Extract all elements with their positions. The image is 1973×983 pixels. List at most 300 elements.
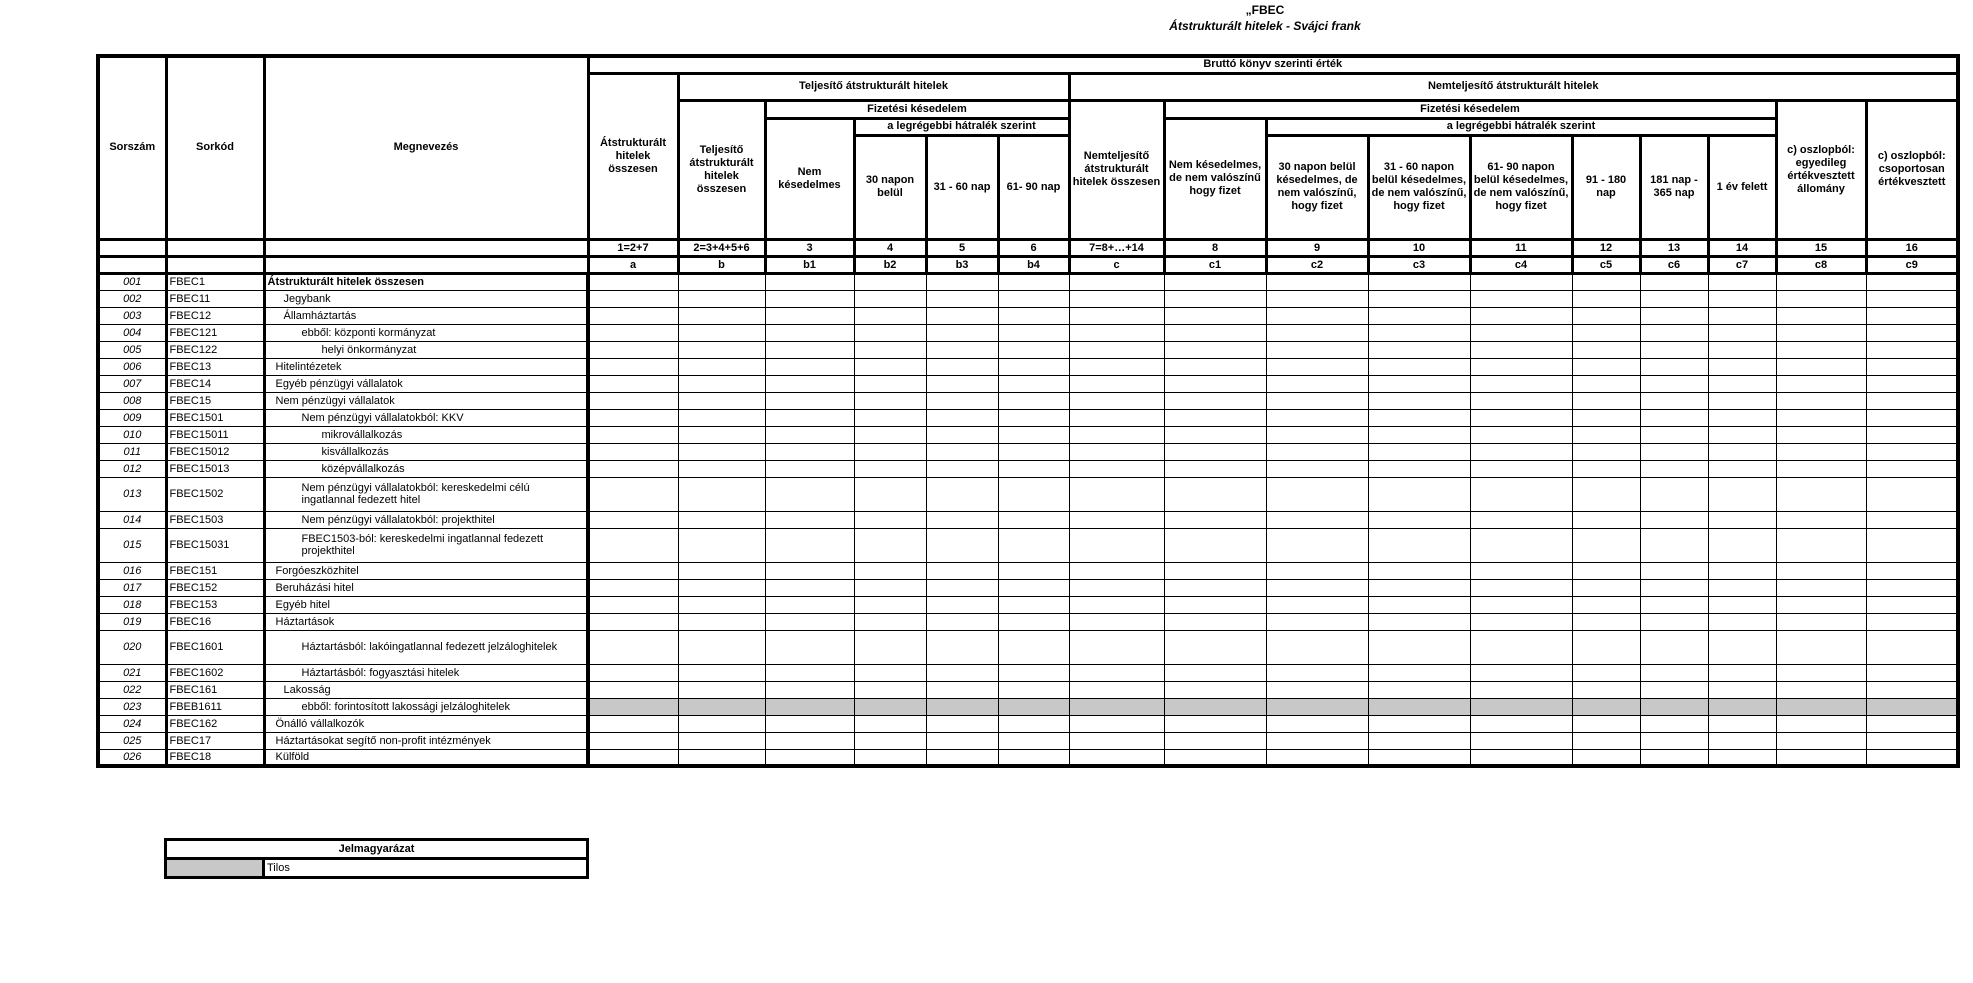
value-cell[interactable] [1470, 477, 1572, 511]
value-cell[interactable] [998, 511, 1069, 528]
value-cell[interactable] [1470, 290, 1572, 307]
value-cell[interactable] [1866, 290, 1958, 307]
value-cell[interactable] [765, 715, 854, 732]
value-cell[interactable] [588, 732, 678, 749]
value-cell[interactable] [1640, 715, 1708, 732]
value-cell[interactable] [1164, 426, 1266, 443]
value-cell[interactable] [1266, 511, 1368, 528]
value-cell[interactable] [998, 290, 1069, 307]
value-cell[interactable] [1640, 460, 1708, 477]
value-cell[interactable] [1572, 749, 1640, 766]
value-cell[interactable] [1776, 460, 1866, 477]
value-cell[interactable] [1640, 409, 1708, 426]
value-cell[interactable] [1266, 426, 1368, 443]
value-cell[interactable] [1640, 613, 1708, 630]
value-cell[interactable] [1776, 273, 1866, 290]
value-cell[interactable] [1708, 630, 1776, 664]
value-cell[interactable] [1572, 477, 1640, 511]
value-cell[interactable] [854, 290, 926, 307]
value-cell[interactable] [588, 392, 678, 409]
value-cell[interactable] [1776, 613, 1866, 630]
value-cell[interactable] [1368, 749, 1470, 766]
value-cell[interactable] [1069, 443, 1164, 460]
value-cell[interactable] [588, 358, 678, 375]
value-cell[interactable] [588, 443, 678, 460]
value-cell[interactable] [1069, 409, 1164, 426]
value-cell[interactable] [765, 528, 854, 562]
value-cell[interactable] [926, 290, 998, 307]
value-cell[interactable] [998, 477, 1069, 511]
value-cell[interactable] [1069, 358, 1164, 375]
value-cell[interactable] [1572, 290, 1640, 307]
value-cell[interactable] [1708, 715, 1776, 732]
value-cell[interactable] [854, 732, 926, 749]
value-cell[interactable] [1470, 341, 1572, 358]
value-cell[interactable] [854, 630, 926, 664]
value-cell[interactable] [1776, 511, 1866, 528]
value-cell[interactable] [1572, 528, 1640, 562]
value-cell[interactable] [1368, 392, 1470, 409]
value-cell[interactable] [1640, 392, 1708, 409]
value-cell[interactable] [1164, 392, 1266, 409]
value-cell[interactable] [926, 715, 998, 732]
value-cell[interactable] [998, 409, 1069, 426]
value-cell[interactable] [926, 732, 998, 749]
value-cell[interactable] [1164, 681, 1266, 698]
value-cell[interactable] [926, 681, 998, 698]
value-cell[interactable] [1708, 681, 1776, 698]
value-cell[interactable] [1866, 273, 1958, 290]
value-cell[interactable] [1266, 307, 1368, 324]
value-cell[interactable] [854, 426, 926, 443]
value-cell[interactable] [1708, 749, 1776, 766]
value-cell[interactable] [765, 426, 854, 443]
value-cell[interactable] [1866, 477, 1958, 511]
value-cell[interactable] [926, 409, 998, 426]
value-cell[interactable] [1069, 562, 1164, 579]
value-cell[interactable] [1866, 307, 1958, 324]
value-cell[interactable] [854, 511, 926, 528]
value-cell[interactable] [1640, 443, 1708, 460]
value-cell[interactable] [1470, 613, 1572, 630]
value-cell[interactable] [1368, 579, 1470, 596]
value-cell[interactable] [1470, 426, 1572, 443]
value-cell[interactable] [998, 443, 1069, 460]
value-cell[interactable] [588, 715, 678, 732]
value-cell[interactable] [1470, 460, 1572, 477]
value-cell[interactable] [1470, 579, 1572, 596]
value-cell[interactable] [926, 664, 998, 681]
value-cell[interactable] [1069, 698, 1164, 715]
value-cell[interactable] [926, 562, 998, 579]
value-cell[interactable] [678, 511, 765, 528]
value-cell[interactable] [998, 732, 1069, 749]
value-cell[interactable] [1708, 358, 1776, 375]
value-cell[interactable] [588, 409, 678, 426]
value-cell[interactable] [588, 749, 678, 766]
value-cell[interactable] [1640, 698, 1708, 715]
value-cell[interactable] [1640, 511, 1708, 528]
value-cell[interactable] [588, 698, 678, 715]
value-cell[interactable] [1866, 732, 1958, 749]
value-cell[interactable] [1368, 477, 1470, 511]
value-cell[interactable] [1368, 664, 1470, 681]
value-cell[interactable] [1708, 698, 1776, 715]
value-cell[interactable] [1266, 613, 1368, 630]
value-cell[interactable] [1640, 528, 1708, 562]
value-cell[interactable] [1776, 715, 1866, 732]
value-cell[interactable] [1640, 273, 1708, 290]
value-cell[interactable] [998, 426, 1069, 443]
value-cell[interactable] [1776, 698, 1866, 715]
value-cell[interactable] [854, 392, 926, 409]
value-cell[interactable] [1164, 698, 1266, 715]
value-cell[interactable] [1708, 324, 1776, 341]
value-cell[interactable] [1368, 341, 1470, 358]
value-cell[interactable] [1776, 392, 1866, 409]
value-cell[interactable] [854, 477, 926, 511]
value-cell[interactable] [678, 426, 765, 443]
value-cell[interactable] [765, 511, 854, 528]
value-cell[interactable] [1164, 409, 1266, 426]
value-cell[interactable] [854, 307, 926, 324]
value-cell[interactable] [1640, 664, 1708, 681]
value-cell[interactable] [1164, 579, 1266, 596]
value-cell[interactable] [1640, 562, 1708, 579]
value-cell[interactable] [998, 273, 1069, 290]
value-cell[interactable] [678, 341, 765, 358]
value-cell[interactable] [1776, 290, 1866, 307]
value-cell[interactable] [926, 477, 998, 511]
value-cell[interactable] [926, 443, 998, 460]
value-cell[interactable] [1640, 579, 1708, 596]
value-cell[interactable] [998, 460, 1069, 477]
value-cell[interactable] [678, 715, 765, 732]
value-cell[interactable] [854, 409, 926, 426]
value-cell[interactable] [1640, 630, 1708, 664]
value-cell[interactable] [998, 664, 1069, 681]
value-cell[interactable] [1776, 528, 1866, 562]
value-cell[interactable] [765, 358, 854, 375]
value-cell[interactable] [1069, 392, 1164, 409]
value-cell[interactable] [1776, 664, 1866, 681]
value-cell[interactable] [1069, 341, 1164, 358]
value-cell[interactable] [1572, 273, 1640, 290]
value-cell[interactable] [588, 375, 678, 392]
value-cell[interactable] [1572, 596, 1640, 613]
value-cell[interactable] [1776, 358, 1866, 375]
value-cell[interactable] [926, 307, 998, 324]
value-cell[interactable] [1164, 715, 1266, 732]
value-cell[interactable] [1069, 732, 1164, 749]
value-cell[interactable] [1368, 358, 1470, 375]
value-cell[interactable] [678, 528, 765, 562]
value-cell[interactable] [926, 579, 998, 596]
value-cell[interactable] [588, 460, 678, 477]
value-cell[interactable] [1368, 426, 1470, 443]
value-cell[interactable] [1640, 477, 1708, 511]
value-cell[interactable] [588, 528, 678, 562]
value-cell[interactable] [854, 341, 926, 358]
value-cell[interactable] [1866, 426, 1958, 443]
value-cell[interactable] [1572, 460, 1640, 477]
value-cell[interactable] [1572, 443, 1640, 460]
value-cell[interactable] [1866, 630, 1958, 664]
value-cell[interactable] [998, 749, 1069, 766]
value-cell[interactable] [678, 375, 765, 392]
value-cell[interactable] [1470, 324, 1572, 341]
value-cell[interactable] [588, 664, 678, 681]
value-cell[interactable] [1266, 596, 1368, 613]
value-cell[interactable] [588, 324, 678, 341]
value-cell[interactable] [1470, 698, 1572, 715]
value-cell[interactable] [765, 273, 854, 290]
value-cell[interactable] [1266, 273, 1368, 290]
value-cell[interactable] [1776, 324, 1866, 341]
value-cell[interactable] [1470, 358, 1572, 375]
value-cell[interactable] [1572, 392, 1640, 409]
value-cell[interactable] [1164, 477, 1266, 511]
value-cell[interactable] [1266, 341, 1368, 358]
value-cell[interactable] [1470, 307, 1572, 324]
value-cell[interactable] [1866, 375, 1958, 392]
value-cell[interactable] [1368, 273, 1470, 290]
value-cell[interactable] [1069, 528, 1164, 562]
value-cell[interactable] [678, 596, 765, 613]
value-cell[interactable] [1266, 358, 1368, 375]
value-cell[interactable] [678, 477, 765, 511]
value-cell[interactable] [1708, 477, 1776, 511]
value-cell[interactable] [1640, 307, 1708, 324]
value-cell[interactable] [588, 307, 678, 324]
value-cell[interactable] [854, 443, 926, 460]
value-cell[interactable] [1640, 290, 1708, 307]
value-cell[interactable] [854, 273, 926, 290]
value-cell[interactable] [998, 596, 1069, 613]
value-cell[interactable] [854, 749, 926, 766]
value-cell[interactable] [588, 579, 678, 596]
value-cell[interactable] [1708, 375, 1776, 392]
value-cell[interactable] [1164, 290, 1266, 307]
value-cell[interactable] [1470, 596, 1572, 613]
value-cell[interactable] [1266, 324, 1368, 341]
value-cell[interactable] [1866, 443, 1958, 460]
value-cell[interactable] [1266, 630, 1368, 664]
value-cell[interactable] [1866, 511, 1958, 528]
value-cell[interactable] [1266, 375, 1368, 392]
value-cell[interactable] [1572, 664, 1640, 681]
value-cell[interactable] [1368, 324, 1470, 341]
value-cell[interactable] [1266, 392, 1368, 409]
value-cell[interactable] [1368, 562, 1470, 579]
value-cell[interactable] [1572, 732, 1640, 749]
value-cell[interactable] [1069, 426, 1164, 443]
value-cell[interactable] [765, 579, 854, 596]
value-cell[interactable] [1708, 273, 1776, 290]
value-cell[interactable] [1866, 562, 1958, 579]
value-cell[interactable] [678, 290, 765, 307]
value-cell[interactable] [678, 392, 765, 409]
value-cell[interactable] [1470, 664, 1572, 681]
value-cell[interactable] [1866, 341, 1958, 358]
value-cell[interactable] [1266, 664, 1368, 681]
value-cell[interactable] [1266, 562, 1368, 579]
value-cell[interactable] [1368, 596, 1470, 613]
value-cell[interactable] [1640, 341, 1708, 358]
value-cell[interactable] [998, 307, 1069, 324]
value-cell[interactable] [1776, 749, 1866, 766]
value-cell[interactable] [1368, 409, 1470, 426]
value-cell[interactable] [1164, 358, 1266, 375]
value-cell[interactable] [1069, 460, 1164, 477]
value-cell[interactable] [588, 477, 678, 511]
value-cell[interactable] [1866, 324, 1958, 341]
value-cell[interactable] [926, 749, 998, 766]
value-cell[interactable] [1470, 273, 1572, 290]
value-cell[interactable] [1266, 443, 1368, 460]
value-cell[interactable] [765, 613, 854, 630]
value-cell[interactable] [998, 715, 1069, 732]
value-cell[interactable] [678, 630, 765, 664]
value-cell[interactable] [1368, 715, 1470, 732]
value-cell[interactable] [1069, 290, 1164, 307]
value-cell[interactable] [1572, 613, 1640, 630]
value-cell[interactable] [1164, 562, 1266, 579]
value-cell[interactable] [1640, 358, 1708, 375]
value-cell[interactable] [1776, 341, 1866, 358]
value-cell[interactable] [1164, 307, 1266, 324]
value-cell[interactable] [1866, 358, 1958, 375]
value-cell[interactable] [1164, 443, 1266, 460]
value-cell[interactable] [854, 715, 926, 732]
value-cell[interactable] [854, 562, 926, 579]
value-cell[interactable] [1776, 596, 1866, 613]
value-cell[interactable] [1368, 307, 1470, 324]
value-cell[interactable] [1776, 681, 1866, 698]
value-cell[interactable] [588, 426, 678, 443]
value-cell[interactable] [1470, 749, 1572, 766]
value-cell[interactable] [1866, 698, 1958, 715]
value-cell[interactable] [765, 681, 854, 698]
value-cell[interactable] [926, 528, 998, 562]
value-cell[interactable] [998, 562, 1069, 579]
value-cell[interactable] [998, 375, 1069, 392]
value-cell[interactable] [1470, 630, 1572, 664]
value-cell[interactable] [1069, 681, 1164, 698]
value-cell[interactable] [1266, 732, 1368, 749]
value-cell[interactable] [678, 749, 765, 766]
value-cell[interactable] [1069, 511, 1164, 528]
value-cell[interactable] [1470, 715, 1572, 732]
value-cell[interactable] [1776, 307, 1866, 324]
value-cell[interactable] [1470, 511, 1572, 528]
value-cell[interactable] [765, 596, 854, 613]
value-cell[interactable] [588, 596, 678, 613]
value-cell[interactable] [1266, 409, 1368, 426]
value-cell[interactable] [998, 630, 1069, 664]
value-cell[interactable] [1164, 664, 1266, 681]
value-cell[interactable] [678, 307, 765, 324]
value-cell[interactable] [765, 664, 854, 681]
value-cell[interactable] [1866, 392, 1958, 409]
value-cell[interactable] [1572, 324, 1640, 341]
value-cell[interactable] [1164, 528, 1266, 562]
value-cell[interactable] [1470, 443, 1572, 460]
value-cell[interactable] [765, 324, 854, 341]
value-cell[interactable] [926, 698, 998, 715]
value-cell[interactable] [1572, 426, 1640, 443]
value-cell[interactable] [1368, 443, 1470, 460]
value-cell[interactable] [1368, 630, 1470, 664]
value-cell[interactable] [1069, 613, 1164, 630]
value-cell[interactable] [998, 613, 1069, 630]
value-cell[interactable] [765, 562, 854, 579]
value-cell[interactable] [926, 375, 998, 392]
value-cell[interactable] [1708, 562, 1776, 579]
value-cell[interactable] [765, 409, 854, 426]
value-cell[interactable] [1368, 732, 1470, 749]
value-cell[interactable] [1776, 477, 1866, 511]
value-cell[interactable] [1368, 698, 1470, 715]
value-cell[interactable] [1776, 426, 1866, 443]
value-cell[interactable] [1708, 613, 1776, 630]
value-cell[interactable] [1266, 460, 1368, 477]
value-cell[interactable] [678, 579, 765, 596]
value-cell[interactable] [1572, 341, 1640, 358]
value-cell[interactable] [1708, 511, 1776, 528]
value-cell[interactable] [1470, 681, 1572, 698]
value-cell[interactable] [588, 562, 678, 579]
value-cell[interactable] [1708, 460, 1776, 477]
value-cell[interactable] [1708, 528, 1776, 562]
value-cell[interactable] [588, 290, 678, 307]
value-cell[interactable] [926, 613, 998, 630]
value-cell[interactable] [1572, 698, 1640, 715]
value-cell[interactable] [1708, 409, 1776, 426]
value-cell[interactable] [765, 290, 854, 307]
value-cell[interactable] [1069, 579, 1164, 596]
value-cell[interactable] [765, 392, 854, 409]
value-cell[interactable] [854, 528, 926, 562]
value-cell[interactable] [926, 358, 998, 375]
value-cell[interactable] [1866, 749, 1958, 766]
value-cell[interactable] [998, 392, 1069, 409]
value-cell[interactable] [1572, 681, 1640, 698]
value-cell[interactable] [1572, 375, 1640, 392]
value-cell[interactable] [854, 358, 926, 375]
value-cell[interactable] [1866, 460, 1958, 477]
value-cell[interactable] [1368, 613, 1470, 630]
value-cell[interactable] [926, 511, 998, 528]
value-cell[interactable] [1776, 409, 1866, 426]
value-cell[interactable] [1640, 426, 1708, 443]
value-cell[interactable] [1266, 579, 1368, 596]
value-cell[interactable] [765, 477, 854, 511]
value-cell[interactable] [1470, 392, 1572, 409]
value-cell[interactable] [1164, 460, 1266, 477]
value-cell[interactable] [854, 664, 926, 681]
value-cell[interactable] [1572, 630, 1640, 664]
value-cell[interactable] [1708, 579, 1776, 596]
value-cell[interactable] [1572, 358, 1640, 375]
value-cell[interactable] [998, 358, 1069, 375]
value-cell[interactable] [1368, 681, 1470, 698]
value-cell[interactable] [854, 375, 926, 392]
value-cell[interactable] [678, 698, 765, 715]
value-cell[interactable] [854, 596, 926, 613]
value-cell[interactable] [1708, 307, 1776, 324]
value-cell[interactable] [1266, 290, 1368, 307]
